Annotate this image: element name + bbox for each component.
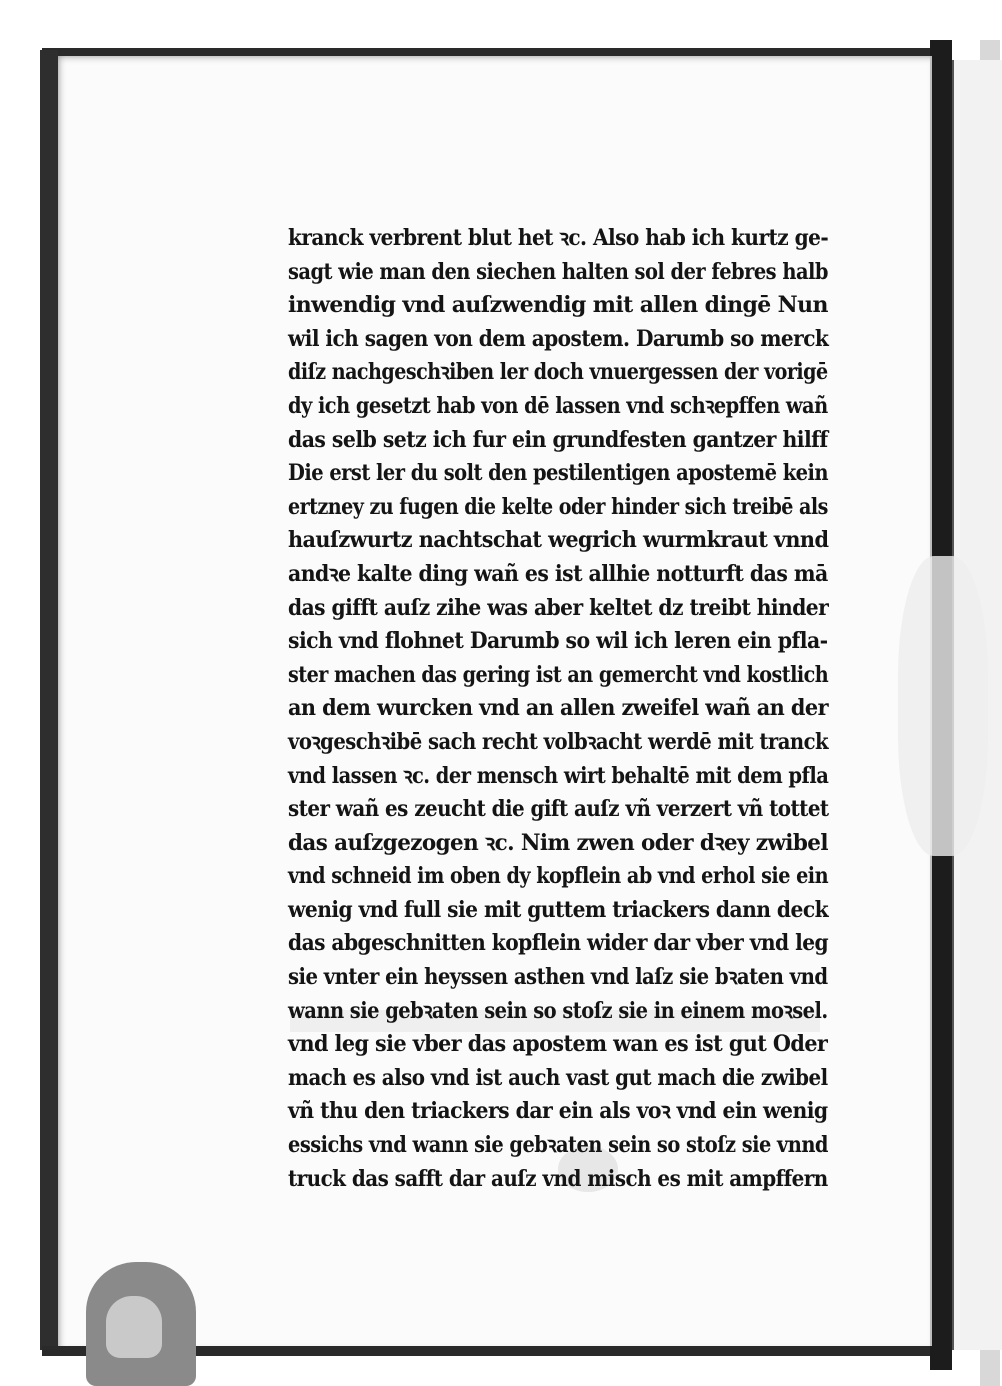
text-line: vñ thu den triackers dar ein als voꝛ vnd ein wenig (288, 1098, 828, 1125)
paper-stain (898, 556, 988, 856)
book-cover-left-edge (40, 50, 58, 1350)
text-line: sich vnd flohnet Darumb so wil ich leren ein pfla- (288, 628, 828, 655)
text-line: dy ich gesetzt hab von dē lassen vnd schꝛepffen wañ (288, 392, 828, 419)
text-line: mach es also vnd ist auch vast gut mach die zwibel (288, 1064, 828, 1091)
text-line: das abgeschnitten kopflein wider dar vber vnd leg (288, 930, 829, 957)
text-line: wann sie gebꝛaten sein so stoſz sie in einem moꝛsel. (288, 997, 828, 1024)
thumbnail-highlight (106, 1296, 162, 1358)
text-line: Die erst ler du solt den pestilentigen apostemē kein (288, 460, 829, 487)
text-line: diſz nachgeschꝛiben ler doch vnuergessen der vorigē (288, 359, 828, 386)
text-line: hauſzwurtz nachtschat wegrich wurmkraut vnnd (288, 527, 829, 554)
text-line: das auſzgezogen ꝛc. Nim zwen oder dꝛey zwibel (288, 829, 828, 856)
printed-text-block (288, 222, 829, 1192)
text-line: ster wañ es zeucht die gift auſz vñ verzert vñ tottet (288, 796, 829, 823)
text-line: wil ich sagen von dem apostem. Darumb so merck (288, 325, 829, 352)
text-line: vnd lassen ꝛc. der mensch wirt behaltē mit dem pfla (288, 762, 829, 789)
text-line: kranck verbrent blut het ꝛc. Also hab ich kurtz ge- (288, 225, 829, 251)
text-line: an dem wurcken vnd an allen zweifel wañ an der (288, 695, 828, 722)
text-line: wenig vnd full sie mit guttem triackers dann deck (288, 896, 829, 923)
text-line: vnd leg sie vber das apostem wan es ist gut Oder (288, 1031, 828, 1058)
text-line: essichs vnd wann sie gebꝛaten sein so stoſz sie vnnd (288, 1132, 828, 1159)
text-line: das gifft auſz zihe was aber keltet dz treibt hinder (288, 594, 829, 621)
text-line: ertzney zu fugen die kelte oder hinder sich treibē als (288, 493, 828, 520)
text-line: vnd schneid im oben dy kopflein ab vnd erhol sie ein (288, 863, 829, 890)
text-line: ster machen das gering ist an gemercht vnd kostlich (288, 661, 829, 688)
text-line: andꝛe kalte ding wañ es ist allhie notturft das mā (288, 560, 828, 587)
text-line: truck das safft dar auſz vnd misch es mit ampffern (288, 1165, 828, 1192)
text-line: voꝛgeschꝛibē sach recht volbꝛacht werdē mit tranck (288, 728, 829, 755)
text-line: inwendig vnd auſzwendig mit allen dingē Nun (288, 292, 828, 319)
text-line: sagt wie man den siechen halten sol der febres halb (288, 258, 828, 285)
text-line: sie vnter ein heyssen asthen vnd laſz sie bꝛaten vnd (288, 964, 828, 991)
text-line: das selb setz ich fur ein grundfesten gantzer hilff (288, 426, 828, 453)
